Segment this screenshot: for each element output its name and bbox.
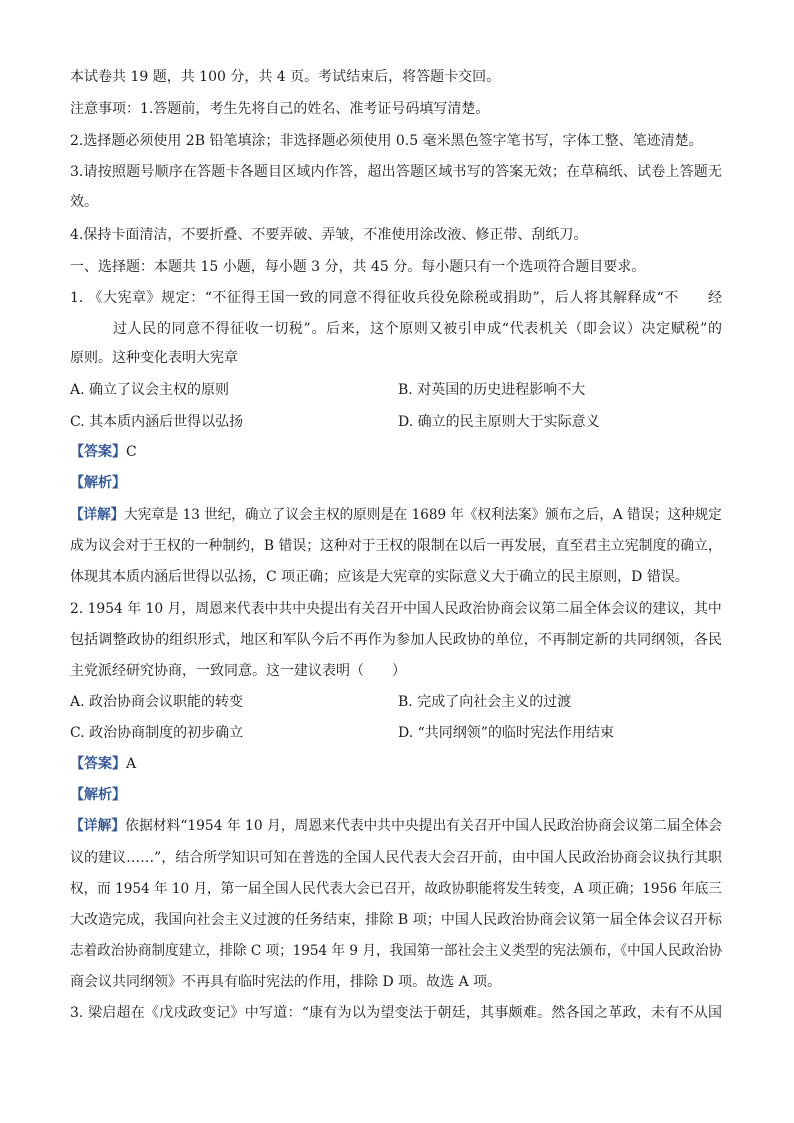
- exam-info-line: 本试卷共 19 题，共 100 分，共 4 页。考试结束后，将答题卡交回。: [70, 69, 501, 85]
- notice-line-2: 2.选择题必须使用 2B 铅笔填涂；非选择题必须使用 0.5 毫米黑色签字笔书写，字体工整、笔迹清楚。: [70, 133, 703, 149]
- q2-option-a: A. 政治协商会议职能的转变: [70, 694, 244, 710]
- q2-option-d: D. “共同纲领”的临时宪法作用结束: [398, 725, 614, 741]
- notice-line-4: 4.保持卡面清洁，不要折叠、不要弄破、弄皱，不准使用涂改液、修正带、刮纸刀。: [70, 227, 588, 243]
- q2-option-c: C. 政治协商制度的初步确立: [70, 725, 244, 741]
- detail-tag: 【详解】: [70, 507, 125, 523]
- q2-option-b: B. 完成了向社会主义的过渡: [398, 694, 572, 710]
- q2-detail-text-1: 依据材料“1954 年 10 月，周恩来代表中共中央提出有关召开中国人民政治协商会议第二届全体会: [125, 818, 723, 834]
- q2-detail-line-2: 议的建议……”，结合所学知识可知在普选的全国人民代表大会召开前，由中国人民政治协商会议执行其职: [70, 850, 722, 866]
- q1-detail-line-2: 成为议会对于王权的一种制约，B 错误；这种对于王权的限制在以后一再发展，直至君主立宪制度的确立，: [70, 538, 722, 554]
- q2-detail-line-4: 大改造完成，我国向社会主义过渡的任务结束，排除 B 项；中国人民政治协商会议第一届全体会议召开标: [70, 912, 722, 928]
- q1-stem-line-3: 原则。这种变化表明大宪章: [70, 350, 238, 366]
- q2-detail-line-1: [70, 817, 722, 835]
- q1-detail-line-1: [70, 506, 722, 524]
- q1-stem-line-1: 1. 《大宪章》规定：“不征得王国一致的同意不得征收兵役免除税或捐助”，后人将其解释成“不 经: [70, 290, 722, 306]
- q2-stem-line-1: 2. 1954 年 10 月，周恩来代表中共中央提出有关召开中国人民政治协商会议第二届全体会议的建议，其中: [70, 601, 722, 617]
- q1-stem-line-2: 过人民的同意不得征收一切税”。后来，这个原则又被引申成“代表机关（即会议）决定赋税”的: [113, 321, 722, 337]
- q3-stem-line-1: 3. 梁启超在《戊戌政变记》中写道：“康有为以为望变法于朝廷，其事颇难。然各国之革政，未有不从国: [70, 1005, 722, 1021]
- q1-option-c: C. 其本质内涵后世得以弘扬: [70, 414, 244, 430]
- section-heading: 一、选择题：本题共 15 小题，每小题 3 分，共 45 分。每小题只有一个选项符合题目要求。: [70, 259, 646, 275]
- q2-analysis-tag: 【解析】: [70, 787, 126, 803]
- notice-line-3b: 效。: [70, 194, 98, 210]
- q2-detail-line-3: 权，而 1954 年 10 月，第一届全国人民代表大会已召开，故政协职能将发生转变，A 项正确；1956 年底三: [70, 881, 722, 897]
- notice-line-3a: 3.请按照题号顺序在答题卡各题目区域内作答，超出答题区域书写的答案无效；在草稿纸、试卷上答题无: [70, 164, 722, 180]
- answer-tag: 【答案】: [70, 756, 126, 772]
- q1-detail-text-1: 大宪章是 13 世纪，确立了议会主权的原则是在 1689 年《权利法案》颁布之后，A 错误；这种规定: [124, 507, 722, 523]
- notice-line-1: 注意事项：1.答题前，考生先将自己的姓名、准考证号码填写清楚。: [70, 101, 490, 117]
- q2-answer-value: A: [126, 756, 137, 772]
- q1-option-d: D. 确立的民主原则大于实际意义: [398, 414, 600, 430]
- answer-tag: 【答案】: [70, 444, 126, 460]
- q1-option-b: B. 对英国的历史进程影响不大: [398, 382, 586, 398]
- q1-answer: [70, 443, 137, 461]
- q2-answer: [70, 755, 136, 773]
- q2-detail-line-5: 志着政治协商制度建立，排除 C 项；1954 年 9 月，我国第一部社会主义类型的宪法颁布，《中国人民政治协: [70, 943, 723, 959]
- detail-tag: 【详解】: [70, 818, 126, 834]
- q2-stem-line-3: 主党派经研究协商，一致同意。这一建议表明（ ）: [70, 663, 406, 679]
- q2-detail-line-6: 商会议共同纲领》不再具有临时宪法的作用，排除 D 项。故选 A 项。: [70, 974, 502, 990]
- q1-detail-line-3: 体现其本质内涵后世得以弘扬，C 项正确；应该是大宪章的实际意义大于确立的民主原则，D 错误。: [70, 569, 689, 585]
- q2-stem-line-2: 包括调整政协的组织形式，地区和军队今后不再作为参加人民政协的单位，不再制定新的共同纲领，各民: [70, 632, 722, 648]
- q1-option-a: A. 确立了议会主权的原则: [70, 382, 230, 398]
- q1-analysis-tag: 【解析】: [70, 475, 126, 491]
- q1-answer-value: C: [126, 444, 137, 460]
